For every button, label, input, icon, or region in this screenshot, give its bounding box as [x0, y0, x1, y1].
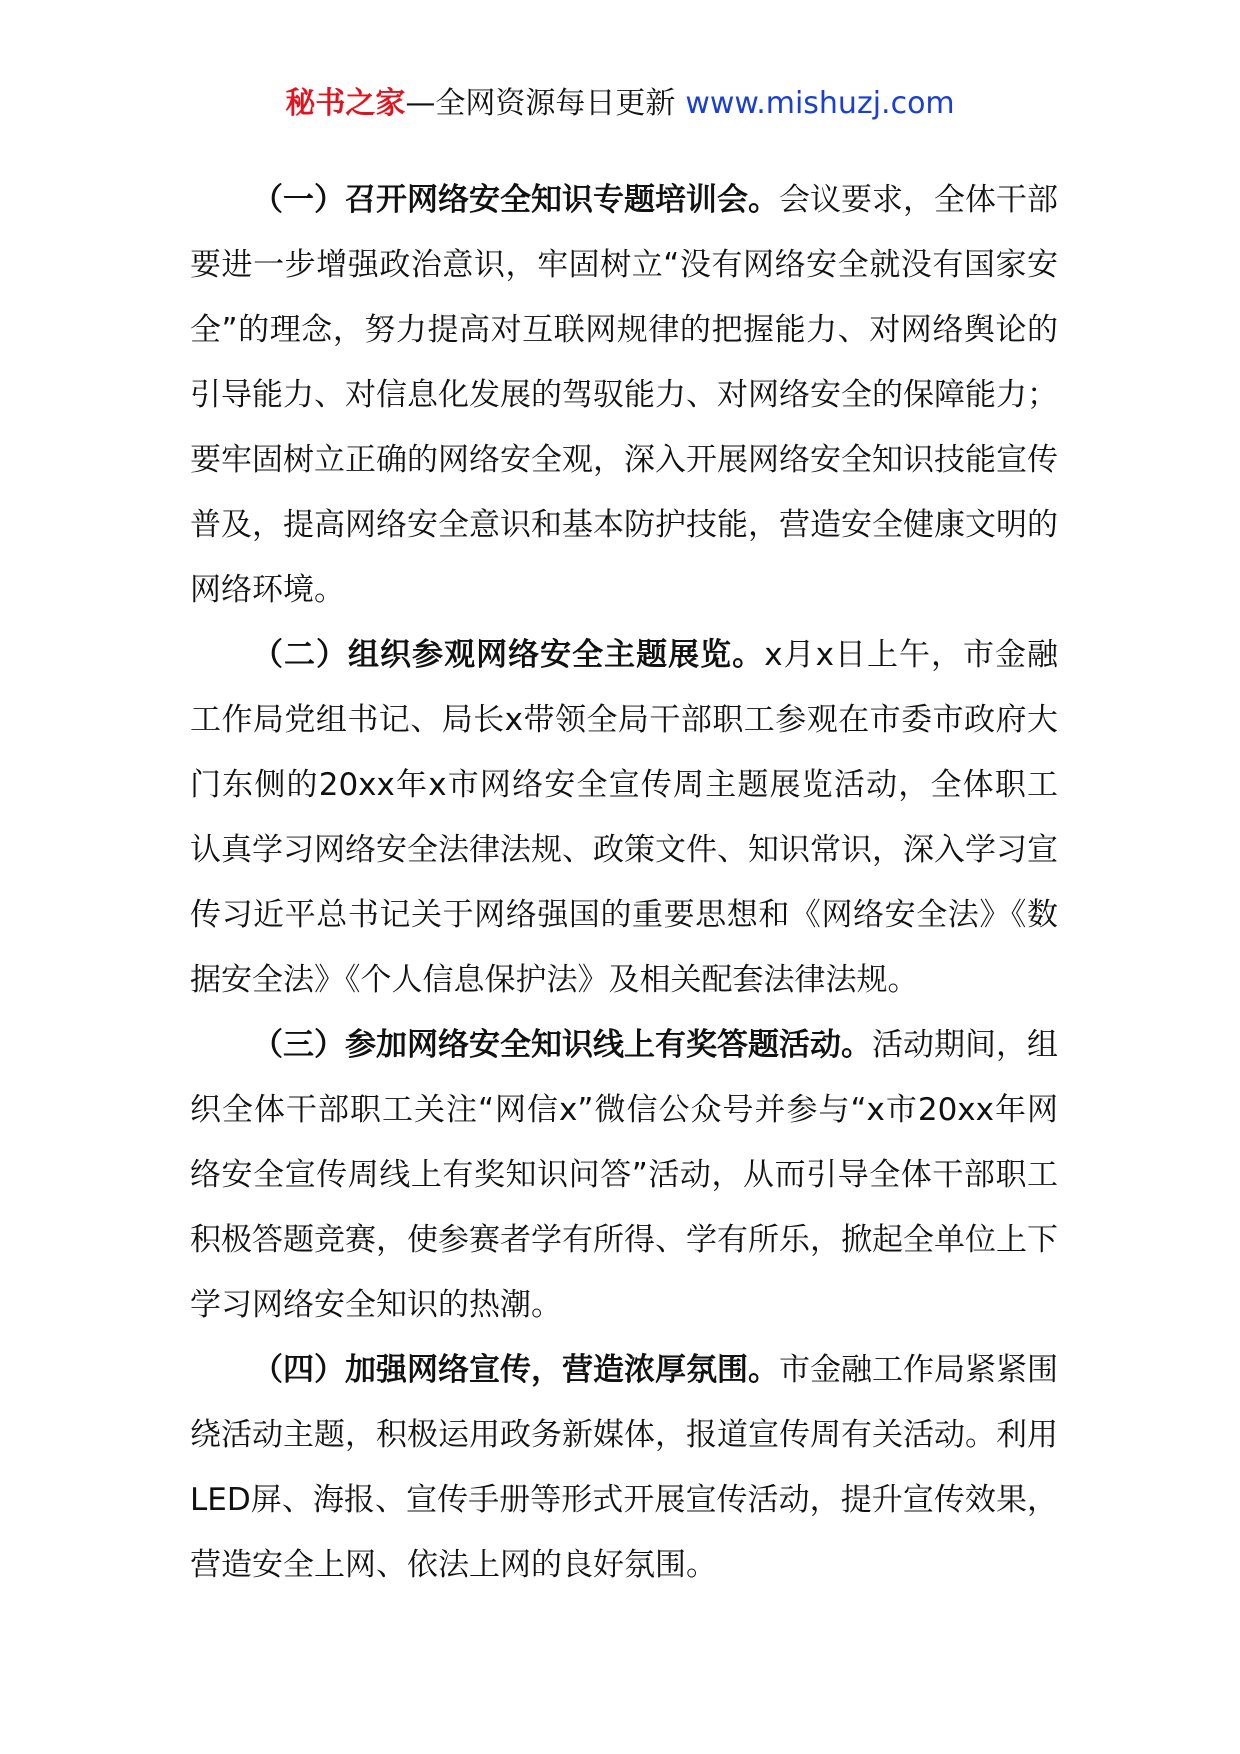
document-body	[190, 168, 1058, 1598]
paragraph-text: 会议要求，全体干部要进一步增强政治意识，牢固树立“没有网络安全就没有国家安全”的理念，努力提高对互联网规律的把握能力、对网络舆论的引导能力、对信息化发展的驾驭能力、对网络安全的保障能力；要牢固树立正确的网络安全观，深入开展网络安全知识技能宣传普及，提高网络安全意识和基本防护技能，营造安全健康文明的网络环境。	[190, 182, 1058, 608]
paragraph-heading: （三）参加网络安全知识线上有奖答题活动。	[252, 1027, 872, 1063]
paragraph-heading: （四）加强网络宣传，营造浓厚氛围。	[252, 1352, 779, 1388]
paragraph-heading: （二）组织参观网络安全主题展览。	[252, 637, 765, 673]
header-brand: 秘书之家	[285, 86, 406, 121]
paragraph-4	[190, 1338, 1058, 1598]
paragraph-text: 活动期间，组织全体干部职工关注“网信x”微信公众号并参与“x市20xx年网络安全宣传周线上有奖知识问答”活动，从而引导全体干部职工积极答题竞赛，使参赛者学有所得、学有所乐，掀起全单位上下学习网络安全知识的热潮。	[190, 1027, 1058, 1323]
header-url-link[interactable]: www.mishuzj.com	[685, 86, 955, 121]
paragraph-3	[190, 1013, 1058, 1338]
header-tagline: 全网资源每日更新	[435, 86, 676, 121]
header-dash: —	[405, 86, 436, 121]
paragraph-1	[190, 168, 1058, 623]
paragraph-heading: （一）召开网络安全知识专题培训会。	[252, 182, 779, 218]
page-header	[0, 84, 1240, 124]
paragraph-text: x月x日上午，市金融工作局党组书记、局长x带领全局干部职工参观在市委市政府大门东侧的20xx年x市网络安全宣传周主题展览活动，全体职工认真学习网络安全法律法规、政策文件、知识常识，深入学习宣传习近平总书记关于网络强国的重要思想和《网络安全法》《数据安全法》《个人信息保护法》及相关配套法律法规。	[190, 637, 1059, 998]
paragraph-text: 市金融工作局紧紧围绕活动主题，积极运用政务新媒体，报道宣传周有关活动。利用LED屏、海报、宣传手册等形式开展宣传活动，提升宣传效果，营造安全上网、依法上网的良好氛围。	[190, 1352, 1058, 1583]
paragraph-2	[190, 623, 1058, 1013]
